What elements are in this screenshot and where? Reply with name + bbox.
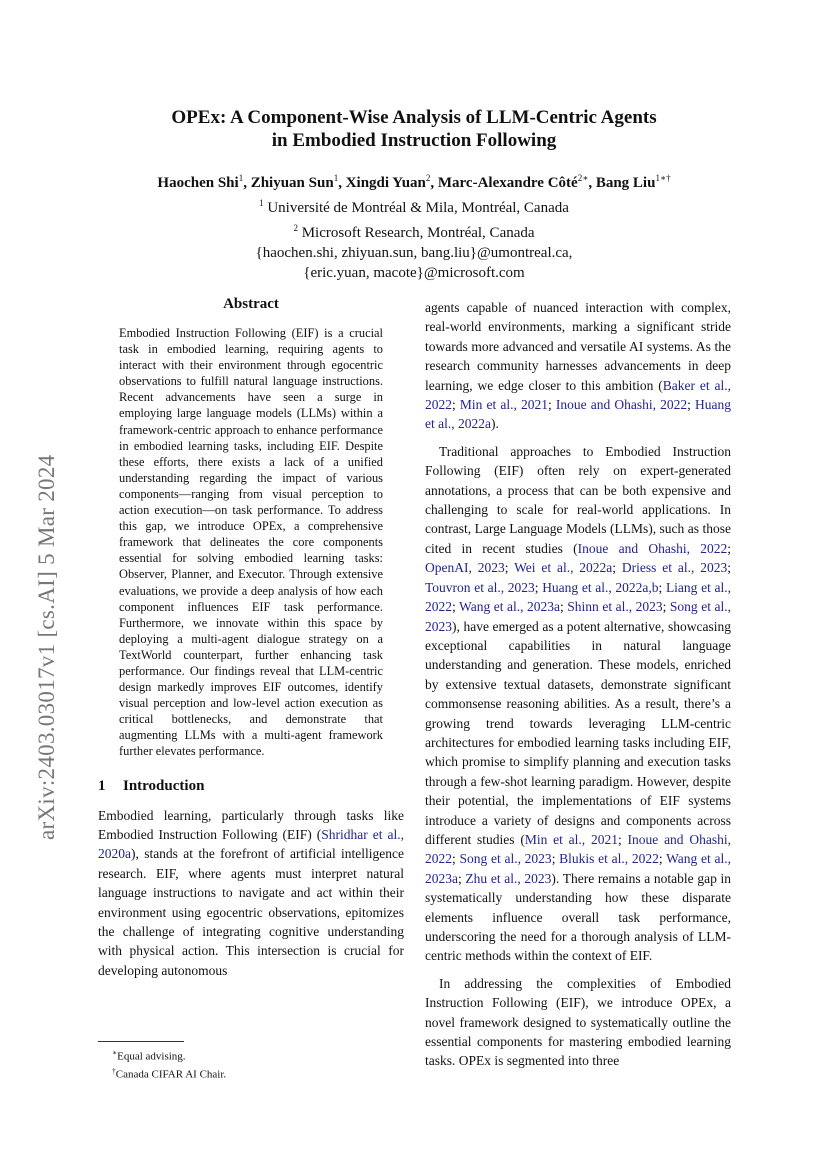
citation-link[interactable]: Min et al., 2021 [459,397,548,413]
citation-link[interactable]: Huang et al., 2022a [425,397,731,432]
citation-link[interactable]: Wang et al., 2023a [459,599,561,615]
author-name: Haochen Shi [157,175,239,191]
author-name: Marc-Alexandre Côté [437,175,578,191]
right-column [425,298,731,1071]
affiliation-mark: 1∗† [655,173,671,183]
footnote-equal-advising: ∗Equal advising. [112,1048,186,1063]
citation-link[interactable]: Song et al., 2023 [425,599,731,634]
citation-link[interactable]: Wang et al., 2023a [425,851,731,886]
footnote-divider [98,1041,184,1042]
author-name: Zhiyuan Sun [250,175,334,191]
author-names: Haochen Shi$^1$, Zhiyuan Sun$^1$, Xingdi Yuan$^2$, Marc-Alexandre Côté$^{2∗}$, Bang Liu$^{1∗\dagger}$ [157,173,671,191]
citation-link[interactable]: OpenAI, 2023 [425,560,505,576]
citation-link[interactable]: Huang et al., 2022a,b [542,579,659,595]
author-emails-2: {eric.yuan, macote}@microsoft.com [303,265,525,281]
author-name: Bang Liu [595,175,656,191]
author-emails-1: {haochen.shi, zhiyuan.sun, bang.liu}@umontreal.ca, [255,245,573,261]
arxiv-identifier: arXiv:2403.03017v1 [cs.AI] 5 Mar 2024 [34,454,59,840]
left-column [98,296,404,980]
citation-link[interactable]: Shinn et al., 2023 [567,599,663,615]
affiliation-mark: 2∗ [577,173,589,183]
citation-link[interactable]: Liang et al., 2022 [425,579,731,615]
footnote-cifar-chair: †Canada CIFAR AI Chair. [112,1066,227,1081]
section-title: Introduction [123,777,205,794]
section-number: 1 [98,777,106,794]
citation-link[interactable]: Shridhar et al., 2020a [98,826,404,862]
paper-title [0,106,828,152]
intro-paragraph-2: Traditional approaches to Embodied Instruction Following (EIF) often rely on expert-generated annotations, a process that can be both expensive and challenging to scale for real-world applications. In contrast, Large Language Models (LLMs), such as those cited in recent studies (Inoue and Ohashi, 2022; OpenAI, 2023; Wei et al., 2022a; Driess et al., 2023; Touvron et al., 2023; Huang et al., 2022a,b; Liang et al., 2022; Wang et al., 2023a; Shinn et al., 2023; Song et al., 2023), have emerged as a potent alternative, showcasing exceptional capabilities in natural language understanding and generation. These models, enriched by extensive textual datasets, demonstrate significant commonsense reasoning abilities. As a result, there’s a growing trend towards leveraging LLM-centric architectures for embodied learning tasks including EIF, which promise to simplify planning and execution tasks through a few-shot learning paradigm. However, despite their potential, the implementations of EIF systems introduce a variety of designs and components across different studies (Min et al., 2021; Inoue and Ohashi, 2022; Song et al., 2023; Blukis et al., 2022; Wang et al., 2023a; Zhu et al., 2023). There remains a notable gap in systematically understanding how these disparate elements influence overall task performance, underscoring the need for a thorough analysis of LLM-centric methods within the context of EIF. [425,443,731,964]
author-block [0,168,828,283]
intro-paragraph-3: In addressing the complexities of Embodied Instruction Following (EIF), we introduce OPEx, a novel framework designed to systematically outline the essential components for mastering embodied learning tasks. OPEx is segmented into three [425,975,731,1069]
author-name: Xingdi Yuan [345,175,426,191]
citation-link[interactable]: Blukis et al., 2022 [559,851,659,867]
citation-link[interactable]: Inoue and Ohashi, 2022 [577,540,728,556]
footnotes [112,1046,226,1083]
citation-link[interactable]: Inoue and Ohashi, 2022 [425,831,731,867]
title-line-2: in Embodied Instruction Following [271,130,557,151]
citation-link[interactable]: Song et al., 2023 [459,851,552,867]
affiliation-mark: 2 [425,173,431,183]
title-line-1: OPEx: A Component-Wise Analysis of LLM-Centric Agents [171,107,657,128]
affiliation-mark: 1 [238,173,244,183]
abstract-body: Embodied Instruction Following (EIF) is a crucial task in embodied learning, requiring agents to interact with their environment through egocentric observations to fulfill natural language instructions. Recent advancements have seen a surge in employing large language models (LLMs) within a framework-centric approach to enhance performance in embodied learning tasks, including EIF. Despite these efforts, there exists a lack of a unified understanding regarding the impact of various components—ranging from visual perception to action execution—on task performance. To address this gap, we introduce OPEx, a comprehensive framework that delineates the core components essential for solving embodied learning tasks: Observer, Planner, and Executor. Through extensive evaluations, we provide a deep analysis of how each component influences EIF task performance. Furthermore, we innovate within this space by deploying a multi-agent dialogue strategy on a TextWorld counterpart, further enhancing task performance. Our findings reveal that LLM-centric design markedly improves EIF outcomes, identify visual perception and low-level action execution as critical bottlenecks, and demonstrate that augmenting LLMs with a multi-agent framework further elevates performance. [119,326,383,759]
intro-paragraph-1: Embodied learning, particularly through tasks like Embodied Instruction Following (EIF) (Shridhar et al., 2020a), stands at the forefront of artificial intelligence research. EIF, where agents must interpret natural language instructions to navigate and act within their environment using egocentric observations, epitomizes the challenge of integrating cognitive understanding with physical action. This intersection is crucial for developing autonomous [98,807,404,978]
affiliation-mark: 1 [333,173,339,183]
citation-link[interactable]: Baker et al., 2022 [425,377,731,413]
citation-link[interactable]: Zhu et al., 2023 [465,870,552,886]
abstract-heading: Abstract [223,296,279,312]
citation-link[interactable]: Wei et al., 2022a [514,560,613,576]
intro-paragraph-continued: agents capable of nuanced interaction with complex, real-world environments, marking a significant stride towards more advanced and versatile AI systems. As the research community harnesses advancements in deep learning, we edge closer to this ambition (Baker et al., 2022; Min et al., 2021; Inoue and Ohashi, 2022; Huang et al., 2022a). [425,300,731,432]
citation-link[interactable]: Inoue and Ohashi, 2022 [555,397,688,413]
affiliation-2: $^2$ Microsoft Research, Montréal, Canada [293,223,535,241]
section-heading-introduction [98,778,404,795]
affiliation-1: $^1$ Université de Montréal & Mila, Montréal, Canada [259,198,569,216]
citation-link[interactable]: Touvron et al., 2023 [425,579,535,595]
citation-link[interactable]: Min et al., 2021 [524,831,618,847]
citation-link[interactable]: Driess et al., 2023 [621,560,728,576]
